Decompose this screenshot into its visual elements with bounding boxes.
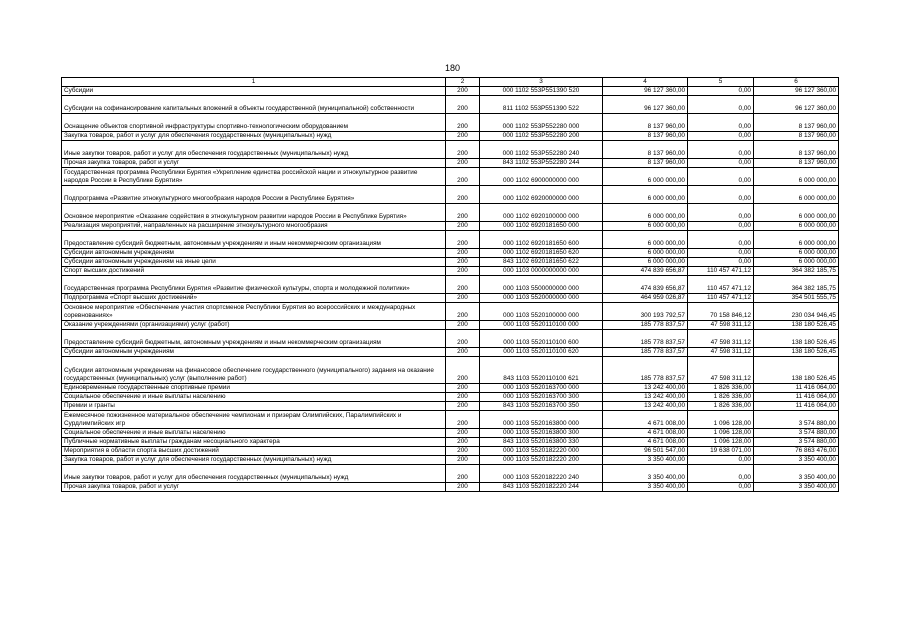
row-name-cell: Премии и гранты [62, 402, 446, 411]
row-name-cell: Субсидии [62, 87, 446, 96]
row-remaining-amount-cell: 230 034 946,45 [754, 303, 839, 321]
row-name-cell: Спорт высших достижений [62, 267, 446, 276]
row-approved-amount-cell: 6 000 000,00 [603, 258, 688, 267]
row-classification-cell: 000 1103 5520182220 000 [480, 447, 603, 456]
budget-table [61, 77, 839, 492]
row-approved-amount-cell: 3 350 400,00 [603, 483, 688, 492]
row-executed-amount-cell: 0,00 [688, 168, 754, 186]
table-row [62, 393, 839, 402]
row-approved-amount-cell: 13 242 400,00 [603, 402, 688, 411]
row-classification-cell: 811 1102 553P551390 522 [480, 96, 603, 114]
row-classification-cell: 000 1102 553P551390 520 [480, 87, 603, 96]
row-remaining-amount-cell: 8 137 960,00 [754, 141, 839, 159]
table-row [62, 159, 839, 168]
row-executed-amount-cell: 1 826 336,00 [688, 393, 754, 402]
table-row [62, 411, 839, 429]
row-name-cell: Иные закупки товаров, работ и услуг для обеспечения государственных (муниципальных) нужд [62, 141, 446, 159]
row-remaining-amount-cell: 11 416 064,00 [754, 384, 839, 393]
row-approved-amount-cell: 6 000 000,00 [603, 222, 688, 231]
row-approved-amount-cell: 8 137 960,00 [603, 132, 688, 141]
row-code-cell: 200 [446, 447, 480, 456]
row-remaining-amount-cell: 6 000 000,00 [754, 186, 839, 204]
row-approved-amount-cell: 13 242 400,00 [603, 393, 688, 402]
row-name-cell: Подпрограмма «Спорт высших достижений» [62, 294, 446, 303]
row-approved-amount-cell: 8 137 960,00 [603, 141, 688, 159]
row-remaining-amount-cell: 6 000 000,00 [754, 249, 839, 258]
row-remaining-amount-cell: 138 180 526,45 [754, 348, 839, 357]
row-name-cell: Предоставление субсидий бюджетным, автономным учреждениям и иным некоммерческим организациям [62, 330, 446, 348]
row-executed-amount-cell: 47 598 311,12 [688, 357, 754, 384]
table-row [62, 402, 839, 411]
row-executed-amount-cell: 0,00 [688, 258, 754, 267]
row-name-cell: Ежемесячное пожизненное материальное обеспечение чемпионам и призерам Олимпийских, Паралимпийских и Сурдлимпийских игр [62, 411, 446, 429]
row-classification-cell: 843 1103 5520182220 244 [480, 483, 603, 492]
row-approved-amount-cell: 6 000 000,00 [603, 168, 688, 186]
row-executed-amount-cell: 70 158 846,12 [688, 303, 754, 321]
table-row [62, 114, 839, 132]
column-header: 5 [688, 78, 754, 87]
row-remaining-amount-cell: 3 574 880,00 [754, 411, 839, 429]
row-code-cell: 200 [446, 294, 480, 303]
table-row [62, 132, 839, 141]
row-executed-amount-cell: 1 096 128,00 [688, 438, 754, 447]
row-code-cell: 200 [446, 87, 480, 96]
row-classification-cell: 843 1103 5520110100 621 [480, 357, 603, 384]
row-classification-cell: 000 1102 6920100000 000 [480, 204, 603, 222]
row-remaining-amount-cell: 8 137 960,00 [754, 159, 839, 168]
row-approved-amount-cell: 6 000 000,00 [603, 231, 688, 249]
table-header-row [62, 78, 839, 87]
row-code-cell: 200 [446, 456, 480, 465]
row-name-cell: Социальное обеспечение и иные выплаты населению [62, 393, 446, 402]
row-code-cell: 200 [446, 258, 480, 267]
row-name-cell: Подпрограмма «Развитие этнокультурного многообразия народов России в Республике Бурятия» [62, 186, 446, 204]
table-row [62, 465, 839, 483]
row-approved-amount-cell: 6 000 000,00 [603, 204, 688, 222]
row-name-cell: Публичные нормативные выплаты гражданам несоциального характера [62, 438, 446, 447]
row-executed-amount-cell: 110 457 471,12 [688, 267, 754, 276]
table-row [62, 168, 839, 186]
row-code-cell: 200 [446, 114, 480, 132]
row-code-cell: 200 [446, 321, 480, 330]
row-classification-cell: 000 1103 5520000000 000 [480, 294, 603, 303]
row-code-cell: 200 [446, 168, 480, 186]
row-executed-amount-cell: 1 096 128,00 [688, 429, 754, 438]
table-row [62, 96, 839, 114]
row-remaining-amount-cell: 11 416 064,00 [754, 393, 839, 402]
row-approved-amount-cell: 13 242 400,00 [603, 384, 688, 393]
row-classification-cell: 000 1102 6920181650 000 [480, 222, 603, 231]
row-classification-cell: 000 1103 5520100000 000 [480, 303, 603, 321]
table-row [62, 231, 839, 249]
row-remaining-amount-cell: 8 137 960,00 [754, 114, 839, 132]
row-remaining-amount-cell: 96 127 360,00 [754, 87, 839, 96]
row-code-cell: 200 [446, 231, 480, 249]
row-executed-amount-cell: 1 826 336,00 [688, 402, 754, 411]
row-classification-cell: 000 1102 553P552280 000 [480, 114, 603, 132]
row-name-cell: Субсидии автономным учреждениям [62, 348, 446, 357]
row-approved-amount-cell: 300 193 792,57 [603, 303, 688, 321]
row-approved-amount-cell: 96 127 360,00 [603, 87, 688, 96]
row-classification-cell: 000 1103 5500000000 000 [480, 276, 603, 294]
table-row [62, 429, 839, 438]
row-remaining-amount-cell: 6 000 000,00 [754, 258, 839, 267]
row-executed-amount-cell: 0,00 [688, 249, 754, 258]
table-row [62, 456, 839, 465]
row-code-cell: 200 [446, 384, 480, 393]
row-approved-amount-cell: 6 000 000,00 [603, 249, 688, 258]
table-row [62, 276, 839, 294]
row-executed-amount-cell: 110 457 471,12 [688, 294, 754, 303]
table-row [62, 186, 839, 204]
table-row [62, 303, 839, 321]
row-executed-amount-cell: 0,00 [688, 465, 754, 483]
row-name-cell: Субсидии на софинансирование капитальных вложений в объекты государственной (муниципальной) собственности [62, 96, 446, 114]
row-name-cell: Субсидии автономным учреждениям на финансовое обеспечение государственного (муниципального) задания на оказание государственных (муниципальных) услуг (выполнение работ) [62, 357, 446, 384]
row-approved-amount-cell: 185 778 837,57 [603, 330, 688, 348]
row-classification-cell: 000 1102 6900000000 000 [480, 168, 603, 186]
row-name-cell: Субсидии автономным учреждениям на иные цели [62, 258, 446, 267]
row-executed-amount-cell: 47 598 311,12 [688, 348, 754, 357]
table-row [62, 294, 839, 303]
row-code-cell: 200 [446, 132, 480, 141]
row-executed-amount-cell: 0,00 [688, 159, 754, 168]
row-name-cell: Оказание учреждениями (организациями) услуг (работ) [62, 321, 446, 330]
row-remaining-amount-cell: 3 574 880,00 [754, 429, 839, 438]
row-classification-cell: 000 1103 0000000000 000 [480, 267, 603, 276]
row-name-cell: Основное мероприятие «Обеспечение участия спортсменов Республики Бурятия во всероссийских и международных соревнованиях» [62, 303, 446, 321]
row-name-cell: Предоставление субсидий бюджетным, автономным учреждениям и иным некоммерческим организациям [62, 231, 446, 249]
row-name-cell: Основное мероприятие «Оказание содействия в этнокультурном развитии народов России в Республике Бурятия» [62, 204, 446, 222]
row-classification-cell: 843 1102 6920181650 622 [480, 258, 603, 267]
row-remaining-amount-cell: 354 501 555,75 [754, 294, 839, 303]
table-row [62, 357, 839, 384]
table-row [62, 267, 839, 276]
row-remaining-amount-cell: 138 180 526,45 [754, 357, 839, 384]
row-code-cell: 200 [446, 402, 480, 411]
row-code-cell: 200 [446, 483, 480, 492]
column-header: 6 [754, 78, 839, 87]
row-approved-amount-cell: 185 778 837,57 [603, 348, 688, 357]
row-executed-amount-cell: 0,00 [688, 456, 754, 465]
row-code-cell: 200 [446, 159, 480, 168]
row-code-cell: 200 [446, 249, 480, 258]
row-executed-amount-cell: 19 638 071,00 [688, 447, 754, 456]
row-approved-amount-cell: 96 501 547,00 [603, 447, 688, 456]
row-classification-cell: 000 1103 5520163800 300 [480, 429, 603, 438]
table-row [62, 249, 839, 258]
row-remaining-amount-cell: 138 180 526,45 [754, 330, 839, 348]
row-code-cell: 200 [446, 276, 480, 294]
row-remaining-amount-cell: 3 350 400,00 [754, 465, 839, 483]
row-name-cell: Мероприятия в области спорта высших достижений [62, 447, 446, 456]
row-executed-amount-cell: 47 598 311,12 [688, 321, 754, 330]
row-remaining-amount-cell: 364 382 185,75 [754, 276, 839, 294]
row-classification-cell: 000 1103 5520163700 300 [480, 393, 603, 402]
row-name-cell: Субсидии автономным учреждениям [62, 249, 446, 258]
row-executed-amount-cell: 0,00 [688, 96, 754, 114]
row-executed-amount-cell: 0,00 [688, 114, 754, 132]
column-header: 2 [446, 78, 480, 87]
column-header: 4 [603, 78, 688, 87]
row-executed-amount-cell: 0,00 [688, 204, 754, 222]
row-executed-amount-cell: 0,00 [688, 231, 754, 249]
row-executed-amount-cell: 0,00 [688, 132, 754, 141]
row-name-cell: Единовременные государственные спортивные премии [62, 384, 446, 393]
row-name-cell: Закупка товаров, работ и услуг для обеспечения государственных (муниципальных) нужд [62, 132, 446, 141]
row-name-cell: Оснащение объектов спортивной инфраструктуры спортивно-технологическим оборудованием [62, 114, 446, 132]
table-row [62, 87, 839, 96]
row-approved-amount-cell: 464 959 026,87 [603, 294, 688, 303]
row-executed-amount-cell: 110 457 471,12 [688, 276, 754, 294]
row-approved-amount-cell: 4 671 008,00 [603, 411, 688, 429]
row-classification-cell: 000 1102 6920000000 000 [480, 186, 603, 204]
row-classification-cell: 000 1103 5520110100 600 [480, 330, 603, 348]
row-approved-amount-cell: 8 137 960,00 [603, 114, 688, 132]
row-remaining-amount-cell: 3 350 400,00 [754, 456, 839, 465]
row-classification-cell: 000 1103 5520110100 000 [480, 321, 603, 330]
row-remaining-amount-cell: 76 863 476,00 [754, 447, 839, 456]
row-executed-amount-cell: 47 598 311,12 [688, 330, 754, 348]
row-classification-cell: 000 1102 553P552280 200 [480, 132, 603, 141]
table-row [62, 348, 839, 357]
row-code-cell: 200 [446, 393, 480, 402]
row-code-cell: 200 [446, 96, 480, 114]
table-row [62, 204, 839, 222]
row-code-cell: 200 [446, 411, 480, 429]
row-code-cell: 200 [446, 348, 480, 357]
row-code-cell: 200 [446, 222, 480, 231]
table-row [62, 222, 839, 231]
row-executed-amount-cell: 0,00 [688, 222, 754, 231]
row-remaining-amount-cell: 3 350 400,00 [754, 483, 839, 492]
table-row [62, 438, 839, 447]
row-remaining-amount-cell: 11 416 064,00 [754, 402, 839, 411]
table-row [62, 483, 839, 492]
row-approved-amount-cell: 4 671 008,00 [603, 429, 688, 438]
row-name-cell: Прочая закупка товаров, работ и услуг [62, 159, 446, 168]
row-remaining-amount-cell: 8 137 960,00 [754, 132, 839, 141]
row-remaining-amount-cell: 6 000 000,00 [754, 222, 839, 231]
table-row [62, 384, 839, 393]
column-header: 1 [62, 78, 446, 87]
page-number: 180 [444, 63, 461, 73]
row-executed-amount-cell: 0,00 [688, 186, 754, 204]
row-remaining-amount-cell: 138 180 526,45 [754, 321, 839, 330]
row-name-cell: Социальное обеспечение и иные выплаты населению [62, 429, 446, 438]
row-classification-cell: 000 1103 5520163700 000 [480, 384, 603, 393]
row-name-cell: Государственная программа Республики Бурятия «Развитие физической культуры, спорта и молодежной политики» [62, 276, 446, 294]
row-code-cell: 200 [446, 330, 480, 348]
row-remaining-amount-cell: 96 127 360,00 [754, 96, 839, 114]
row-executed-amount-cell: 1 096 128,00 [688, 411, 754, 429]
row-remaining-amount-cell: 364 382 185,75 [754, 267, 839, 276]
row-approved-amount-cell: 474 839 656,87 [603, 276, 688, 294]
table-row [62, 321, 839, 330]
row-code-cell: 200 [446, 357, 480, 384]
row-approved-amount-cell: 4 671 008,00 [603, 438, 688, 447]
row-executed-amount-cell: 0,00 [688, 483, 754, 492]
row-classification-cell: 843 1102 553P552280 244 [480, 159, 603, 168]
row-code-cell: 200 [446, 429, 480, 438]
row-approved-amount-cell: 185 778 837,57 [603, 357, 688, 384]
row-classification-cell: 000 1102 6920181650 600 [480, 231, 603, 249]
row-name-cell: Государственная программа Республики Бурятия «Укрепление единства российской нации и этнокультурное развитие народов России в Республике Бурятия» [62, 168, 446, 186]
row-code-cell: 200 [446, 438, 480, 447]
row-approved-amount-cell: 96 127 360,00 [603, 96, 688, 114]
row-name-cell: Иные закупки товаров, работ и услуг для обеспечения государственных (муниципальных) нужд [62, 465, 446, 483]
row-code-cell: 200 [446, 465, 480, 483]
row-remaining-amount-cell: 6 000 000,00 [754, 168, 839, 186]
row-code-cell: 200 [446, 303, 480, 321]
row-executed-amount-cell: 1 826 336,00 [688, 384, 754, 393]
row-approved-amount-cell: 185 778 837,57 [603, 321, 688, 330]
row-approved-amount-cell: 474 839 656,87 [603, 267, 688, 276]
row-classification-cell: 000 1103 5520163800 000 [480, 411, 603, 429]
row-code-cell: 200 [446, 186, 480, 204]
row-code-cell: 200 [446, 141, 480, 159]
table-row [62, 141, 839, 159]
row-classification-cell: 000 1103 5520110100 620 [480, 348, 603, 357]
row-code-cell: 200 [446, 267, 480, 276]
row-name-cell: Закупка товаров, работ и услуг для обеспечения государственных (муниципальных) нужд [62, 456, 446, 465]
table-row [62, 258, 839, 267]
row-approved-amount-cell: 3 350 400,00 [603, 456, 688, 465]
row-approved-amount-cell: 6 000 000,00 [603, 186, 688, 204]
row-classification-cell: 843 1103 5520163800 330 [480, 438, 603, 447]
table-row [62, 330, 839, 348]
row-code-cell: 200 [446, 204, 480, 222]
row-classification-cell: 000 1102 6920181650 620 [480, 249, 603, 258]
row-name-cell: Прочая закупка товаров, работ и услуг [62, 483, 446, 492]
row-executed-amount-cell: 0,00 [688, 87, 754, 96]
row-classification-cell: 000 1102 553P552280 240 [480, 141, 603, 159]
row-approved-amount-cell: 8 137 960,00 [603, 159, 688, 168]
row-executed-amount-cell: 0,00 [688, 141, 754, 159]
column-header: 3 [480, 78, 603, 87]
row-classification-cell: 000 1103 5520182220 240 [480, 465, 603, 483]
row-classification-cell: 000 1103 5520182220 200 [480, 456, 603, 465]
row-remaining-amount-cell: 6 000 000,00 [754, 204, 839, 222]
row-name-cell: Реализация мероприятий, направленных на расширение этнокультурного многообразия [62, 222, 446, 231]
table-row [62, 447, 839, 456]
row-remaining-amount-cell: 3 574 880,00 [754, 438, 839, 447]
row-approved-amount-cell: 3 350 400,00 [603, 465, 688, 483]
row-remaining-amount-cell: 6 000 000,00 [754, 231, 839, 249]
row-classification-cell: 843 1103 5520163700 350 [480, 402, 603, 411]
